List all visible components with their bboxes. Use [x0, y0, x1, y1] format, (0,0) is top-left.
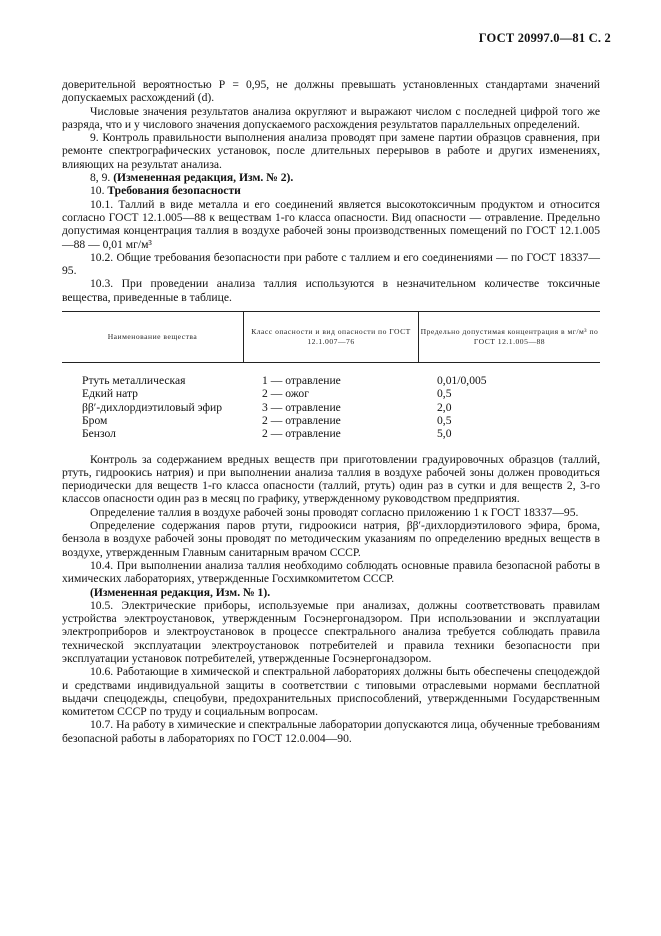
document-body	[62, 78, 600, 745]
paragraph: Определение содержания паров ртути, гидроокиси натрия, ββ′-дихлордиэтилового эфира, брома, бензола в воздухе рабочей зоны проводят по методическим указаниям по определению вредных веществ в воздухе, утвержденным Главным санитарным врачом СССР.	[62, 519, 600, 559]
table-cell: ββ′-дихлордиэтиловый эфир	[82, 400, 223, 414]
table-cell: Бензол	[82, 427, 116, 441]
table-cell: Ртуть металлическая	[82, 374, 186, 388]
column-header-substance: Наименование вещества	[107, 332, 198, 342]
paragraph: Числовые значения результатов анализа округляют и выражают числом с последней цифрой того же разряда, что и у числового значения допускаемого расхождения результатов параллельных определений.	[62, 104, 600, 131]
paragraph: Определение таллия в воздухе рабочей зоны проводят согласно приложению 1 к ГОСТ 18337—95.	[90, 505, 579, 519]
paragraph: 9. Контроль правильности выполнения анализа проводят при замене партии образцов сравнения, при ремонте спектрографических установок, после длительных перерывов в работе и других изменениях, влияющих на результат анализа.	[62, 131, 600, 171]
table-cell: 2,0	[437, 400, 452, 414]
paragraph: 10.4. При выполнении анализа таллия необходимо соблюдать основные правила безопасной работы в химических лабораториях, утвержденные Госхимкомитетом СССР.	[62, 558, 600, 586]
table-cell: 2 — отравление	[262, 427, 341, 441]
table-cell: 0,01/0,005	[437, 374, 487, 388]
paragraph: 10.6. Работающие в химической и спектральной лабораториях должны быть обеспечены спецодеждой и средствами индивидуальной защиты в соответствии с типовыми отраслевыми нормами бесплатной выдачи спецодежды, спецобуви, предохранительных приспособлений, утвержденными Государственным комитетом СССР по труду и социальным вопросам.	[62, 665, 600, 719]
concentration-column	[417, 374, 600, 440]
substances-table	[62, 311, 600, 452]
substance-column	[62, 374, 243, 440]
table-body	[62, 363, 600, 452]
table-cell: 0,5	[437, 387, 452, 401]
table-cell: 2 — ожог	[262, 387, 309, 401]
table-header	[62, 312, 600, 363]
table-cell: Едкий натр	[82, 387, 138, 401]
page-header: ГОСТ 20997.0—81 С. 2	[478, 31, 611, 45]
table-cell: 5,0	[437, 427, 452, 441]
paragraph: 10.7. На работу в химические и спектральные лаборатории допускаются лица, обученные требованиям безопасной работы в лабораториях по ГОСТ 12.0.004—90.	[62, 718, 600, 745]
amendment-note: 8, 9. (Измененная редакция, Изм. № 2).	[90, 171, 294, 185]
paragraph: доверительной вероятностью Р = 0,95, не должны превышать установленных стандартами значений допускаемых расхождений (d).	[62, 78, 600, 105]
table-cell: 3 — отравление	[262, 400, 341, 414]
table-cell: Бром	[82, 413, 108, 427]
hazard-class-column	[243, 374, 417, 440]
table-cell: 0,5	[437, 413, 452, 427]
amendment-note: (Измененная редакция, Изм. № 1).	[90, 585, 271, 599]
column-header-hazard-class: Класс опасности и вид опасности по ГОСТ 12.1.007—76	[243, 312, 419, 362]
paragraph: 10.1. Таллий в виде металла и его соединений является высокотоксичным продуктом и относится согласно ГОСТ 12.1.005—88 к веществам 1-го класса опасности. Вид опасности — отравление. Предельно допустимая концентрация таллия в воздухе рабочей зоны производственных помещений по ГОСТ 12.1.005—88 — 0,01 мг/м³	[62, 197, 600, 251]
paragraph: 10.3. При проведении анализа таллия используются в незначительном количестве токсичные вещества, приведенные в таблице.	[62, 277, 600, 304]
paragraph: 10.2. Общие требования безопасности при работе с таллием и его соединениями — по ГОСТ 18337—95.	[62, 250, 600, 278]
section-heading: 10. Требования безопасности	[90, 184, 241, 198]
table-cell: 1 — отравление	[262, 374, 341, 388]
column-header-max-concentration: Предельно допустимая концентрация в мг/м³ по ГОСТ 12.1.005—88	[420, 327, 599, 347]
paragraph: Контроль за содержанием вредных веществ при приготовлении градуировочных образцов (таллий, ртуть, гидроокись натрия) и при выполнении анализа таллия в воздухе рабочей зоны должен проводиться периодически для веществ 1-го класса опасности (таллий, ртуть) один раз в сутки и для веществ 2, 3-го классов опасности один раз в месяц по графику, утвержденному руководством предприятия.	[62, 452, 600, 506]
table-cell: 2 — отравление	[262, 413, 341, 427]
paragraph: 10.5. Электрические приборы, используемые при анализах, должны соответствовать правилам устройства электроустановок, утвержденным Госэнергонадзором. При использовании и эксплуатации электроприборов и электроустановок в процессе спектрального анализа требуется соблюдать правила технической эксплуатации электроустановок потребителей и правила техники безопасности при эксплуатации установок потребителей, утвержденные Госэнергонадзором.	[62, 598, 600, 665]
